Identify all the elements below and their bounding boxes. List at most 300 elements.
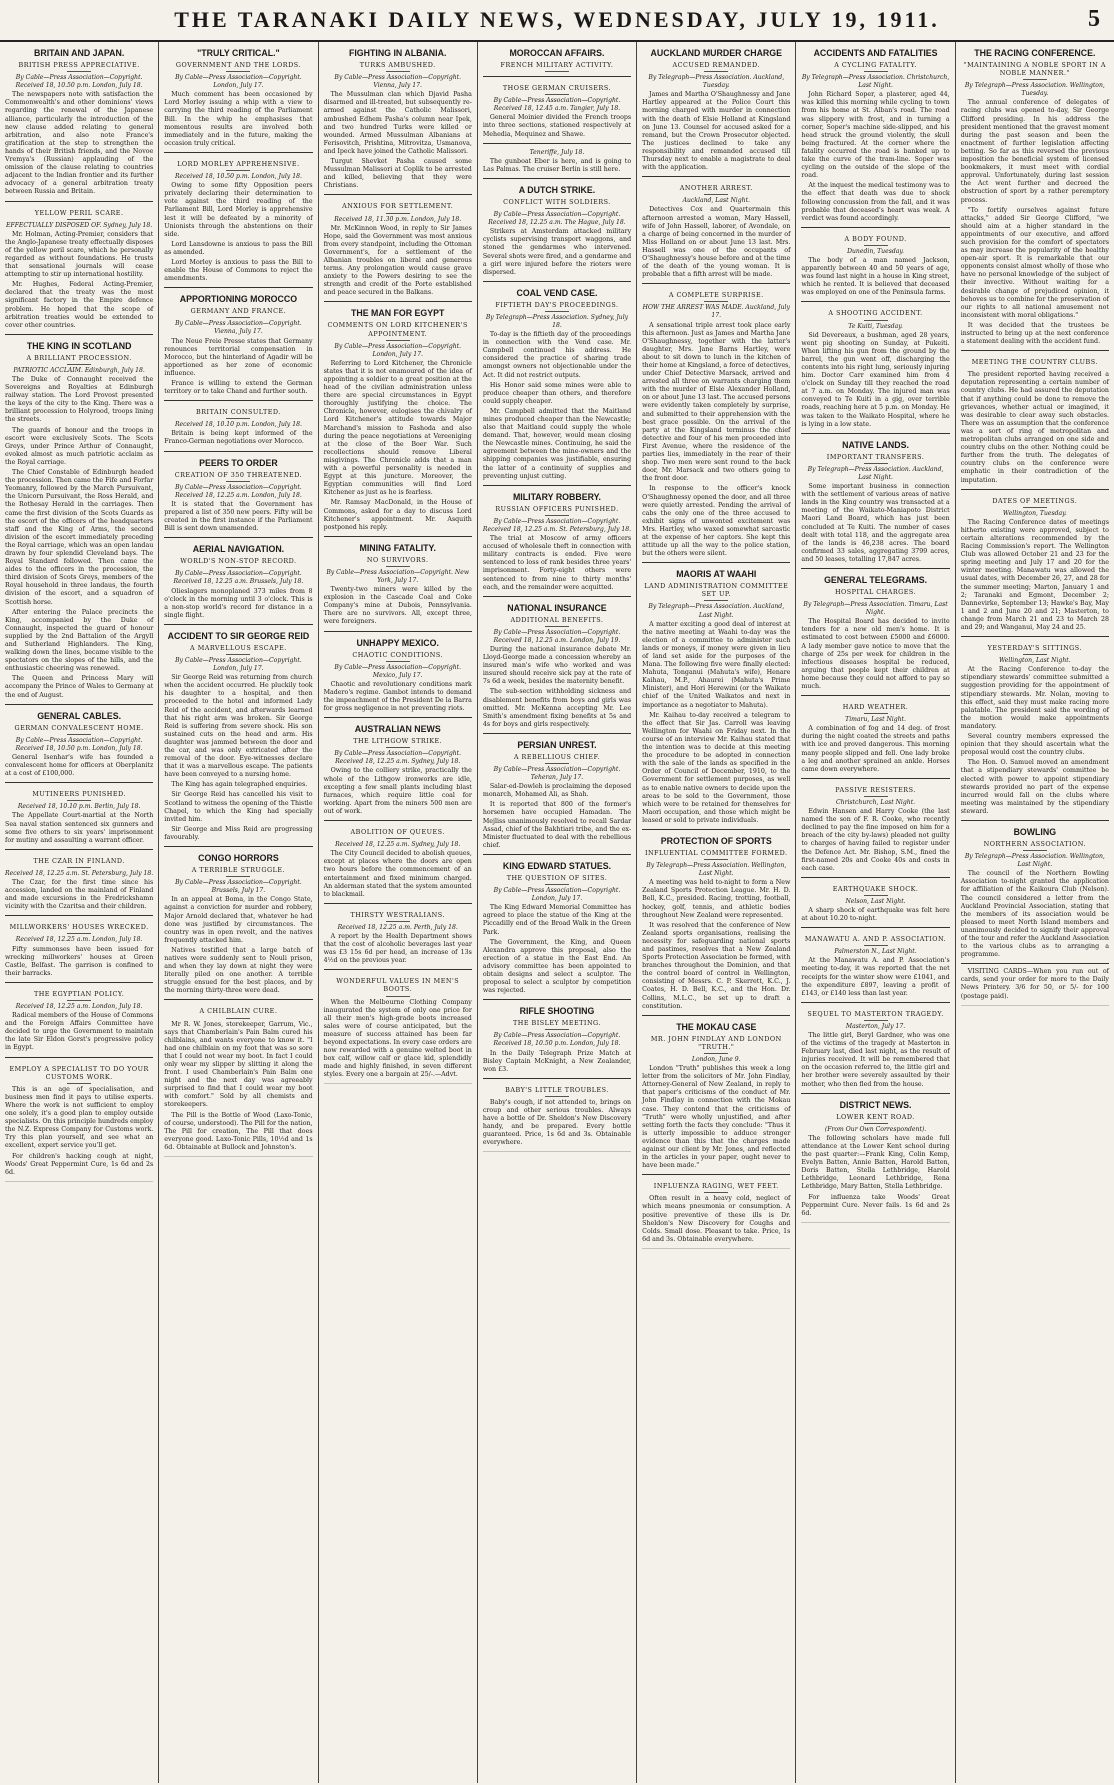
article-headline: AERIAL NAVIGATION. [192, 544, 285, 555]
article-dateline: By Telegraph—Press Association. Wellington, Tuesday. [964, 82, 1105, 98]
article-subheading: A COMPLETE SURPRISE. [642, 291, 790, 302]
article-subheading: FRENCH MILITARY ACTIVITY. [483, 61, 631, 72]
article-paragraph: The newspapers note with satisfaction the Commonwealth's and other dominions' views regarding the renewal of the Japanese alliance, particularly the introduction of the new clause added relating to general arbitration, and also note France's gratification at the step to strengthen the hands of their British friends, and the Novoe Vremya's (Russian) applauding of the omission of the clause relating to countries adjacent to the Indian frontier and its further advocacy of a general arbitration treaty between Russia and Britain. [5, 91, 154, 196]
article-paragraph: A report by the Health Department shows that the cost of alcoholic beverages last year was £3 15s 6d per head, an increase of 13s 4½d on the previous year. [323, 932, 472, 965]
article-paragraph: The annual conference of delegates of racing clubs was opened to-day, Sir George Clifford presiding. In his address the president mentioned that the gravest moment during the past season and been the enactment of further legislation affecting betting. So far as this reversed the previous imposition the beneficial system of licensed bookmakers, it must meet with cordial approval. Unfortunately, during last session the Act went further and decreed the obstruction of sport by a rather peremptory process. [960, 99, 1109, 204]
article-dateline: HOW THE ARREST WAS MADE. Auckland, July 17. [642, 304, 790, 320]
article [642, 829, 790, 1011]
article-subheading: ABOLITION OF QUEUES. [324, 828, 472, 839]
article-dateline: By Telegraph—Press Association. Wellington, Last Night. [646, 862, 787, 878]
article-subheading: SEQUEL TO MASTERTON TRAGEDY. [801, 1010, 949, 1021]
article [801, 48, 949, 223]
article [801, 1002, 949, 1089]
article-dateline: Palmerston N., Last Night. [834, 948, 917, 956]
article-paragraph: The Czar, for the first time since his accession, landed on the mainland of Finland and made excursions in the Fredrickshamn vicinity with the Czaritsa and their children. [5, 878, 154, 911]
article-subheading: WONDERFUL VALUES IN MEN'S BOOTS. [324, 977, 472, 996]
article [5, 982, 153, 1053]
article [801, 227, 949, 298]
article-paragraph: Mr. Campbell admitted that the Maitland mines produced cheaper than the Newcastle; also that Maitland could supply the whole demand. That, however, would mean closing the Newcastle mines. Continuing, he said the agreement between the mine-owners and the shipping companies was justifiable, ensuring the latter of a continuity of supplies and preventing unjust cutting. [482, 407, 632, 480]
article-paragraph: It was decided that the trustees be instructed to bring up at the next conference a statement dealing with the accident fund. [960, 321, 1109, 346]
article-subheading: HARD WEATHER. [801, 703, 949, 714]
article-paragraph: The Duke of Connaught received the Sovereigns and Royalties at Edinburgh railway station. The Lord Provost presented the keys of the city to the King. There was a brilliant procession to Holyrood, troops lining the streets. [5, 376, 154, 424]
article-paragraph: The Mussulman clan which Djavid Pasha disarmed and ill-treated, but subsequently re-armed against the Catholic Malissori, ambushed Edhem Pasha's column near Ipek, and two hundred Turks were killed or wounded. Armed Mussulman Albanians at Ferisovitch, Prishtina, Mitrovitza, Usmanova, and Ipeck have joined the Catholic Malissori. [323, 91, 472, 155]
article-subheading: A BODY FOUND. [801, 235, 949, 246]
article-dateline: Received 18, 12.25 a.m. London, July 18. [15, 1003, 143, 1010]
article-paragraph: During the national insurance debate Mr. Lloyd-George made a concession whereby an insured man's wife who worked and was insured should receive sick pay at the rate of 7s 6d a week, besides the maternity benefit. [482, 645, 632, 686]
article-paragraph: Often result in a heavy cold, neglect of which means pneumonia or consumption. A positive preventive of these ills is Dr. Sheldon's New Discovery for Coughs and Colds. Small dose. Pleasant to take. Price, 1s 6d and 3s. Obtainable everywhere. [642, 1195, 791, 1243]
article-headline: COAL VEND CASE. [516, 287, 598, 298]
article-paragraph: Some important business in connection with the settlement of various areas of native lands in the King country was transacted at a meeting of the Waikato-Maniapoto District Maori Land Board, which has just been concluded at Te Kuiti. The number of cases dealt with total 118, and the aggregate area of the lands is 46,238 acres. The board confirmed 33 sales, aggregating 3799 acres, and 50 leases, totalling 17,847 acres. [801, 483, 950, 563]
article-paragraph: The little girl, Beryl Gardner, who was one of the victims of the tragedy at Masterton in February last, died last night, as the result of injuries received. It will be remembered that on the occasion referred to, the little girl and her brother were severely assaulted by their mother, who then fled from the house. [801, 1032, 950, 1088]
article-subheading: CREATION OF 350 THREATENED. [164, 471, 312, 482]
article-paragraph: Lord Morley is anxious to pass the Bill to enable the House of Commons to reject the amendments. [164, 258, 313, 283]
article-paragraph: Sir George Reid has cancelled his visit to Scotland to witness the opening of the Thistle Chapel, to which the King had specially invited him. [164, 791, 313, 823]
article [164, 287, 312, 396]
article-dateline: Auckland, Last Night. [682, 197, 750, 205]
article [801, 877, 949, 923]
article-subheading: DATES OF MEETINGS. [961, 497, 1109, 508]
article-paragraph: The Hospital Board has decided to invite tenders for a new old men's home. It is estimated to cost between £5000 and £6000. A lady member gave notice to move that the charge of 25s per week for children in the infectious diseases hospital be reduced, arguing that people kept their children at home because they could not afford to pay so much. [801, 618, 950, 690]
columns-container [0, 42, 1114, 1783]
article-headline: THE MOKAU CASE [676, 1021, 757, 1032]
article [483, 178, 631, 277]
article [642, 48, 790, 172]
article [164, 999, 312, 1152]
article-headline: UNHAPPY MEXICO. [356, 637, 439, 648]
article-subheading: INFLUENZA RAGING, WET FEET. [642, 1182, 790, 1193]
article-subheading: LORD MORLEY APPREHENSIVE. [164, 160, 312, 171]
article [801, 433, 949, 564]
article-headline: GENERAL CABLES. [37, 710, 122, 721]
article-dateline: By Cable—Press Association—Copyright. London, July 17. [175, 656, 302, 673]
article-subheading: FIFTIETH DAY'S PROCEEDINGS. [483, 301, 631, 312]
article-dateline: By Telegraph—Press Association. Wellington, Last Night. [964, 853, 1105, 869]
article [324, 536, 472, 627]
article-dateline: By Cable—Press Association—Copyright. Received 18, 12.25 a.m. London, July 19. [493, 628, 621, 644]
article-paragraph: His Honor said some mines were able to produce cheaper than others, and therefore could supply cheaper. [482, 381, 632, 405]
article-paragraph: A matter exciting a good deal of interest at the native meeting at Waahi to-day was the election of a committee to administer such lands or moneys, if money were given in lieu of land set aside for the purposes of the Mana. The following five were finally elected: Mahuta, Tonganui (Mahuta's wife), Henare Kaihau, M.P., Ahaurei (Mahuta's Prime Minister), and Hori Herewini (or the Waikato chief of the United Waikatos and next in importance as a negotiator to Mahuta). [642, 620, 791, 709]
article-paragraph: Sir George Reid was returning from church when the accident occurred. He pluckily took his daughter to a hospital, and then proceeded to the hotel and informed Lady Reid of the accident, and afterwards learned that his right arm was broken. Sir George Reid is suffering from severe shock. His son sustained cuts on the head and arm. His daughter was jammed between the door and the car, and was only extricated after the removal of the door. Eye-witnesses declare that it was a marvellous escape. The patients have been conveyed to a nursing home. [164, 674, 313, 779]
article-dateline: Nelson, Last Night. [845, 897, 906, 905]
article-subheading: THIRSTY WESTRALIANS. [324, 911, 472, 922]
article-subheading: THE QUESTION OF SITES. [483, 874, 631, 885]
article-paragraph: Several country members expressed the opinion that they should ascertain what the proposal would cost the country clubs. [960, 733, 1109, 757]
article-headline: GENERAL TELEGRAMS. [824, 574, 928, 585]
article-subheading: GOVERNMENT AND THE LORDS. [164, 61, 312, 72]
article-paragraph: At the Manawatu A. and P. Association's meeting to-day, it was reported that the net receipts for the winter show were £1041, and the expenditure £897, leaving a profit of £143, or £140 less than last year. [801, 957, 950, 997]
article-paragraph: VISITING CARDS—When you run out of cards, send your order for more to the Daily News Printery. 3/6 for 50, or 5/- for 100 (postage paid). [960, 968, 1109, 1000]
article-headline: A DUTCH STRIKE. [518, 184, 596, 195]
article-subheading: INFLUENTIAL COMMITTEE FORMED. [642, 849, 790, 860]
article [5, 915, 153, 978]
article-subheading: A REBELLIOUS CHIEF. [483, 753, 631, 764]
article-headline: PERSIAN UNREST. [517, 739, 597, 750]
article-paragraph: This is an age of specialisation, and business men find it pays to utilise experts. Where the work is not sufficient to employ one solely, it's a good plan to employ outside specialists. On this principle hundreds employ the N.Z. Express Company for Customs work. Try this plan yourself, and see what an excellent, expert service you'll get. [5, 1085, 154, 1150]
article-dateline: Christchurch, Last Night. [835, 798, 916, 806]
article [324, 820, 472, 899]
article [5, 704, 153, 779]
article [5, 1057, 153, 1177]
article-dateline: By Cable—Press Association—Copyright. Teheran, July 17. [493, 766, 621, 782]
article-subheading: ACCUSED REMANDED. [642, 61, 790, 72]
article [961, 636, 1109, 816]
article-dateline: By Telegraph—Press Association. Christchurch, Last Night. [801, 74, 950, 90]
article-dateline: By Cable—Press Association—Copyright. Received 18, 10.50 p.m. London, July 18. [493, 1032, 621, 1048]
column-text-continuation [801, 1222, 949, 1228]
column-4 [478, 42, 637, 1783]
article-paragraph: The trial at Moscow of army officers accused of wholesale theft in connection with military contracts is ended. Five were sentenced to loss of rank besides three years' imprisonment. Forty-eight others were sentenced to from nine to thirty months' each, and the remainder were acquitted. [482, 535, 632, 591]
article-paragraph: For influenza take Woods' Great Peppermint Cure. Never fails. 1s 6d and 2s 6d. [801, 1193, 950, 1217]
article-paragraph: John Richard Soper, a plasterer, aged 44, was killed this morning while cycling to town from his home at St. Alban's road. The road was slippery with frost, and in turning a corner, Soper's machine side-slipped, and his head struck the ground violently, the skull being fractured. At the corner where the fatality occurred the road is banked up to take the curve of the tram-line. Soper was cycling on the outside of the slope of the road. [801, 91, 950, 180]
article [801, 1093, 949, 1218]
article-subheading: ADDITIONAL BENEFITS. [483, 616, 631, 627]
column-text-continuation [324, 1083, 472, 1089]
article-dateline: By Telegraph—Press Association. Sydney, July 18. [485, 313, 629, 329]
masthead [0, 0, 1114, 42]
article [5, 48, 153, 197]
article-paragraph: Mr. McKinnon Wood, in reply to Sir James Hope, said the Government was most anxious from every standpoint, including the Ottoman Government's, for a settlement of the Albanian troubles on liberal and generous terms. Any prolongation would cause grave anxiety to the Powers desiring to see the strength and credit of the Porte established and peace secured in the Balkans. [323, 224, 472, 297]
article-subheading: GERMAN CONVALESCENT HOME. [5, 724, 153, 735]
article-subheading: COMMENTS ON LORD KITCHENER'S APPOINTMENT. [324, 321, 472, 340]
article-paragraph: Much comment has been occasioned by Lord Morley issuing a whip with a view to carrying the third reading of the Parliament Bill. In the whip he emphasises that momentous results are involved both immediately and in the future, making the occasion truly critical. [164, 91, 313, 147]
article-paragraph: The Racing Conference dates of meetings hitherto existing were approved, subject to certain alterations recommended by the Racing Commission's report. The Wellington Club was allowed October 21 and 23 for the spring meeting and July 17 and 20 for the winter meeting. Manawatu was allowed the usual dates, with December 26, 27, and 28 for the summer meeting; Marton, January 1 and 2; Taranaki and Egmont, December 2; Dannevirke, September 13; Hawke's Bay, May 1 and 2 and June 20 and 21; Masterton, to change from March 21 and 23 to March 28 and 29; and Wanganui, May 24 and 25. [960, 518, 1109, 631]
article-paragraph: Salar-ed-Dowleh is proclaiming the deposed monarch, Mohamed Ali, as Shah. [482, 783, 632, 799]
article-paragraph: When the Melbourne Clothing Company inaugurated the system of only one price for all their men's high-grade boots increased sales were of course anticipated, but the measure of success attained has been far beyond expectations. In every case orders are now rewarded with a genuine welted boot in box calf, willow calf or glace kid, splendidly made and highly finished, in seven different styles. Every one a bargain at 25/-.—Advt. [323, 998, 472, 1079]
article [164, 152, 312, 283]
article-subheading: MILLWORKERS' HOUSES WRECKED. [5, 923, 153, 934]
article [483, 485, 631, 592]
article [5, 334, 153, 700]
article-subheading: BABY'S LITTLE TROUBLES. [483, 1086, 631, 1097]
article-paragraph: General Isenhar's wife has founded a convalescent home for officers at Oberplanitz at a cost of £100,000. [5, 753, 154, 778]
article-paragraph: For children's hacking cough at night, Woods' Great Peppermint Cure, 1s 6d and 2s 6d. [5, 1152, 154, 1176]
article-subheading: EMPLOY A SPECIALIST TO DO YOUR CUSTOMS WORK. [5, 1065, 153, 1084]
article-subheading: CONFLICT WITH SOLDIERS. [483, 198, 631, 209]
article [801, 568, 949, 691]
article-paragraph: Edwin Hansen and Harry Cooke (the last named the son of F. R. Cooke, who recently declined to pay the fine imposed on him for a breach of the city by-laws) pleaded not guilty to charges of having failed to register under the Defence Act. Mr. Bishop, S.M., fined the first-named 20s and Cooke 40s and costs in each case. [801, 808, 950, 872]
article-paragraph: The Hon. O. Samuel moved an amendment that a stipendiary stewards' committee be elected with power to appoint stipendiary stewards provided no part of the expense incurred would fall on the clubs where meeting was maintained by the stipendiary steward. [960, 759, 1109, 815]
article-paragraph: Baby's cough, if not attended to, brings on croup and other serious troubles. Always have a bottle of Dr. Sheldon's New Discovery handy, and be prepared. Every bottle guaranteed. Price, 1s 6d and 3s. Obtainable everywhere. [482, 1098, 632, 1147]
article-dateline: Received 18, 12.25 a.m. London, July 18. [15, 936, 143, 944]
article-paragraph: "To fortify ourselves against future attacks," added Sir George Clifford, "we should aim at a higher standard in the appointments of our executive, and afford such provision for the comfort of spectators as may increase the popularity of the healthy open-air sport. It is remarkable that our opponents consist almost wholly of those who have no personal knowledge of the subject of their invective. Without waiting for a desirable change of prejudiced opinion, it behoves us to combine for the preservation of our rights to all national amusement not inconsistent with moral obligations." [960, 206, 1109, 319]
article [164, 451, 312, 534]
article-paragraph: James and Martha O'Shaughnessy and Jane Hartley appeared at the Police Court this morning charged with murder in connection with the death of Elsie Holland at Kingsland on June 13. Counsel for accused asked for a remand, but the Crown Prosecutor objected. The justices declined to take any responsibility and remanded accused till Thursday next to enable a magistrate to deal with the application. [642, 91, 791, 172]
article-paragraph: Mr. Kaihau to-day received a telegram to the effect that Sir Jas. Carroll was leaving Wellington for Waahi on Friday next. In the course of an interview Mr. Kaihau stated that the intention was to decide at this meeting the procedure to be adopted in connection with the sale of the lands as specified in the Order of Council of December, 1910, to the Government for settlement purposes, as well as to enable native owners to decide upon the areas to be sold to the Government, those which were to be retained for themselves for Maori occupation, and those which might be leased or sold to private individuals. [642, 711, 791, 824]
article-paragraph: After entering the Palace precincts the King, accompanied by the Duke of Connaught, inspected the guard of honour supplied by the 2nd Battalion of the Argyll and Sutherland Highlanders. The King, walking down the lines, became visible to the spectators on the slopes of the hills, and the enthusiastic cheering was renewed. [5, 608, 154, 673]
article-dateline: By Cable—Press Association—Copyright. London, July 17. [175, 74, 302, 90]
article [801, 301, 949, 428]
article-dateline: By Telegraph—Press Association. Auckland, Last Night. [648, 603, 785, 619]
article-headline: THE MAN FOR EGYPT [351, 308, 445, 319]
article-paragraph: The council of the Northern Bowling Association to-night granted the application for affiliation of the Kaikoura Club (Nelson). The council considered a letter from the Auckland Provincial Association, stating that the members of its association would be pleased to meet North Island members and unanimously decided to signify their approval of the tour and refer the Auckland Association to the various clubs as to arranging a programme. [960, 870, 1109, 959]
article [801, 695, 949, 774]
article-subheading: A MARVELLOUS ESCAPE. [164, 644, 312, 655]
article-paragraph: The City Council decided to abolish queues, except at places where the doors are open two hours before the commencement of an entertainment and fixed minimum charged. An alderman stated that the system amounted to blackmail. [323, 850, 472, 898]
article [324, 194, 472, 297]
article-paragraph: The Government, the King, and Queen Alexandra approve this proposal, also the erection of a statue in the East End. An advisory committee has been appointed to obtain designs and select a sculptor. The proposal to select a sculptor by competition was rejected. [482, 938, 632, 995]
article-headline: AUSTRALIAN NEWS [354, 724, 441, 735]
column-7 [956, 42, 1114, 1783]
article-dateline: By Cable—Press Association—Copyright. Mexico, July 17. [334, 663, 462, 679]
page-number: 5 [1088, 6, 1100, 32]
article-dateline: By Cable—Press Association—Copyright. Received 18, 12.25 a.m. The Hague, July 18. [488, 211, 626, 227]
column-text-continuation [642, 1248, 790, 1254]
article-subheading: EARTHQUAKE SHOCK. [801, 885, 949, 896]
article-dateline: By Cable—Press Association—Copyright. Received 18, 10.50 p.m. London, July 18. [15, 74, 143, 90]
article-subheading: YESTERDAY'S SITTINGS. [961, 644, 1109, 655]
article [324, 48, 472, 190]
article-paragraph: The body of a man named Jackson, apparently between 40 and 50 years of age, was found last night in a house in King street, which he rented. It is believed that deceased was employed on one of the Peninsula farms. [801, 256, 950, 297]
article-paragraph: Detectives Cox and Quartermain this afternoon arrested a woman, Mary Hassell, wife of John Hassell, laborer, of Avondale, on a charge of being concerned in the murder of Miss Holland on or about June 13 last. Mrs. Hassell was one of the occupants of O'Shaughnessy's house before and at the time of the death of the young woman. It is probable that a fifth arrest will be made. [642, 206, 791, 279]
article [642, 283, 790, 558]
article-paragraph: In an appeal at Boma, in the Congo State, against a conviction for murder and robbery, Major Arnold declared that, whatever he had done was justified by circumstances. The country was in open revolt, and the natives frequently attacked him. [164, 896, 313, 944]
article-paragraph: The following scholars have made full attendance at the Lower Kent school during the past quarter:—Frank King, Colin Kemp, Evelyn Batten, Annie Batten, Harold Batten, Doris Batten, Stella Lethbridge, Harold Lethbridge, Leonard Lethbridge, Rena Lethbridge, Mary Batten, Stella Lethbridge. [801, 1134, 950, 1191]
article [5, 849, 153, 912]
article [642, 1015, 790, 1171]
article-paragraph: It is reported that 800 of the former's horsemen have occupied Hamadan. The Mejliss unanimously resolved to recall Sardar Assad, chief of the Bakhtiari tribe, and the ex-Minister fluctuated to deal with the rebellious chief. [482, 801, 632, 849]
article-dateline: By Cable—Press Association—Copyright. Received 18, 10.50 p.m. London, July 18. [15, 736, 143, 752]
article [483, 48, 631, 72]
article-dateline: By Telegraph—Press Association. Auckland, Tuesday. [648, 74, 785, 90]
article [483, 1078, 631, 1148]
article-paragraph: It is stated that the Government has prepared a list of 350 new peers. Fifty will be created in the first instance if the Parliament Bill is sent down unamended. [164, 500, 313, 533]
article-paragraph: Natives testified that a large batch of natives were suddenly sent to Nouli prison, and when they lay down at night they were literally piled on one another. A terrible struggle ensued for the best places, and by the morning thirty-three were dead. [164, 946, 313, 995]
article-paragraph: The gunboat Eber is here, and is going to Las Palmas. The cruiser Berlin is still here. [482, 157, 632, 173]
article [961, 963, 1109, 1000]
article [324, 969, 472, 1079]
article-paragraph: The Pill is the Bottle of Wood (Laxo-Tonic, of course, understood). The Pill for the nation, The Pill for creation, The Pill that does everyone good. Laxo-Tonic Pills, 10½d and 1s 6d. Obtainable at Bullock and Johnston's. [164, 1111, 313, 1151]
article-paragraph: A combination of fog and 14 deg. of frost during the night coated the streets and paths with ice and proved dangerous. This morning many people slipped and fell. One lady broke a leg and another sprained an ankle. Horses came down everywhere. [801, 725, 950, 773]
article-paragraph: Chaotic and revolutionary conditions mark Madero's regime. Gambot intends to demand the impeachment of the President De la Barra for gross negligence in not preventing riots. [323, 680, 472, 713]
article-paragraph: Owing to the colliery strike, practically the whole of the Lithgow ironworks are idle, excepting a few small plants including blast furnaces, which require little coal for working. Apart from the miners 500 men are out of work. [323, 767, 472, 815]
article-headline: AUCKLAND MURDER CHARGE [650, 48, 782, 58]
article [164, 48, 312, 148]
article-dateline: EFFECTUALLY DISPOSED OF. Sydney, July 18. [6, 221, 153, 229]
article-subheading: A BRILLIANT PROCESSION. [5, 354, 153, 365]
article [483, 143, 631, 174]
article-dateline: By Cable—Press Association—Copyright. Vienna, July 17. [334, 74, 462, 90]
article-subheading: "MAINTAINING A NOBLE SPORT IN A NOBLE MANNER." [961, 61, 1109, 80]
article-dateline: Received 18, 10.10 p.m. London, July 18. [174, 421, 302, 429]
article-paragraph: The King Edward Memorial Committee has agreed to place the statue of the King at the Piccadilly end of the Broad Walk in the Green Park. [482, 904, 632, 936]
article-subheading: CHAOTIC CONDITIONS. [324, 651, 472, 662]
article [164, 624, 312, 842]
article-headline: PROTECTION OF SPORTS [660, 835, 772, 846]
article-dateline: Timaru, Last Night. [845, 716, 906, 724]
article [961, 48, 1109, 346]
article [483, 733, 631, 850]
article-subheading: A TERRIBLE STRUGGLE. [164, 866, 312, 877]
article-subheading: GERMANY AND FRANCE. [164, 307, 312, 318]
article [164, 846, 312, 995]
article-paragraph: Sir George and Miss Reid are progressing favourably. [164, 825, 313, 841]
article-headline: MILITARY ROBBERY. [512, 491, 601, 502]
newspaper-title: THE TARANAKI DAILY NEWS, WEDNESDAY, JULY 19, 1911. [174, 7, 940, 32]
article [642, 176, 790, 279]
article-dateline: Received 18, 12.25 a.m. St. Petersburg, July 18. [5, 869, 154, 877]
article-dateline: Teneriffe, July 18. [529, 148, 585, 156]
article [961, 820, 1109, 959]
article-subheading: NO SURVIVORS. [324, 556, 472, 567]
article-headline: NATIONAL INSURANCE [507, 602, 607, 613]
article-subheading: HOSPITAL CHARGES. [801, 588, 949, 599]
article-subheading: IMPORTANT TRANSFERS. [801, 453, 949, 464]
article-paragraph: At the Racing Conference to-day the stipendiary stewards' committee submitted a suggestion providing for the appointment of stipendiary stewards. Mr. Nolan, moving to this effect, said they must make racing more palatable. The president said the wording of the motion would make appointments mandatory. [960, 666, 1109, 730]
article-subheading: THOSE GERMAN CRUISERS. [483, 84, 631, 95]
article-subheading: YELLOW PERIL SCARE. [5, 209, 153, 220]
article-paragraph: The Queen and Princess Mary will accompany the Prince of Wales to Germany at the end of August. [5, 675, 154, 699]
article [801, 778, 949, 873]
column-6 [796, 42, 955, 1783]
article-dateline: PATRIOTIC ACCLAIM. Edinburgh, July 18. [13, 366, 145, 374]
article-subheading: LOWER KENT ROAD. [801, 1113, 949, 1124]
article-subheading: THE LITHGOW STRIKE. [324, 737, 472, 748]
article-dateline: By Cable—Press Association—Copyright. Received 18, 12.25 a.m. Brussels, July 18. [173, 570, 304, 586]
article-dateline: Received 18, 10.50 p.m. London, July 18. [174, 173, 302, 181]
article-dateline: Received 18, 12.25 a.m. Perth, July 18. [337, 923, 458, 931]
article-subheading: BRITAIN CONSULTED. [164, 408, 312, 419]
article-paragraph: Radical members of the House of Commons and the Foreign Affairs Committee have decided to urge the Government to maintain the late Sir Eldon Gorst's progressive policy in Egypt. [5, 1012, 154, 1052]
article-paragraph: The Chief Constable of Edinburgh headed the procession. Then came the Fife and Forfar Yeomanry, followed by the March Pursuivant, the Unicorn Pursuivant, the Ross Herald, and the Rothesay Herald in the carriages. Then came the first division of the Scots Guards as the escort of the officers of the headquarters staff and the King of Arms, the second division of the escort immediately preceding the Royal carriage, which was an open landau drawn by four splendid Cleveland bays. The Royal Standard followed. Then came the aides to the officers in the procession, the third division of Scots Greys, members of the Royal household in three landaus, the fourth division of the escort, and a squadron of Scottish horse. [5, 469, 154, 606]
article-paragraph: Mr. Holman, Acting-Premier, considers that the Anglo-Japanese treaty effectually disposes of the yellow peril scare, which he personally regarded as without foundations. He trusts that sensational journals will cease attempting to stir up international hostility. [5, 230, 154, 279]
article-headline: DISTRICT NEWS. [839, 1099, 912, 1110]
article-paragraph: The Neue Freie Presse states that Germany renounces territorial compensation in Morocco, but the hinterland of Agadir will be apportioned as her zone of economic influence. [164, 337, 313, 377]
article-paragraph: Mr. Ramsay MacDonald, in the House of Commons, asked for a day to discuss Lord Kitchener's appointment. Mr. Asquith postponed his reply. [323, 499, 472, 531]
article [5, 201, 153, 330]
article-subheading: NORTHERN ASSOCIATION. [961, 840, 1109, 851]
article-paragraph: Olieslagers monoplaned 373 miles from 8 o'clock in the morning until 3 o'clock. This is a non-stop world's record for distance in a single flight. [164, 587, 313, 619]
article-headline: ACCIDENTS AND FATALITIES [813, 48, 938, 58]
article-subheading: RUSSIAN OFFICERS PUNISHED. [483, 505, 631, 516]
article-subheading: MEETING THE COUNTRY CLUBS. [961, 358, 1109, 369]
article-subheading: THE BISLEY MEETING. [483, 1019, 631, 1030]
article-dateline: Received 18, 10.10 p.m. Berlin, July 18. [17, 803, 141, 811]
article-dateline: By Telegraph—Press Association. Timaru, Last Night. [803, 601, 948, 617]
article-dateline: Received 18, 12.25 a.m. Sydney, July 18. [335, 841, 461, 849]
article [483, 76, 631, 139]
article-subheading: MUTINEERS PUNISHED. [5, 790, 153, 801]
column-text-continuation [5, 1181, 153, 1187]
article [642, 1174, 790, 1244]
article-subheading: ANOTHER ARREST. [642, 184, 790, 195]
article-paragraph: In the Daily Telegraph Prize Match at Bisley Captain McKnight, a New Zealander, won £3. [482, 1049, 632, 1073]
article-dateline: Wellington, Tuesday. [1002, 509, 1067, 517]
article-paragraph: To-day is the fiftieth day of the proceedings in connection with the Vend case. Mr. Campbell continued his address. He considered the practice of sharing trade amongst owners not objectionable under the Act. It did not restrict outputs. [482, 331, 632, 379]
article-headline: APPORTIONING MOROCCO [179, 294, 298, 305]
article-dateline: Wellington, Last Night. [999, 657, 1071, 665]
article-paragraph: Strikers at Amsterdam attacked military cyclists supervising transport waggons, and stoned the gendarmes who intervened. Several shots were fired, and a gendarme and a girl were injured before the rioters were dispersed. [482, 228, 632, 276]
article-paragraph: Sid Devereaux, a bushman, aged 28 years, went pig shooting on Sunday, at Pukeiti. When lifting his gun from the ground by the barrel, the gun went off, discharging the contents into his right lung, seriously injuring him. Doctor Carr examined him from 4 o'clock on Sunday till they reached the road at 7 a.m. on Monday. The injured man was conveyed to Te Kuiti in a gig, over terrible roads, reaching here at 5 p.m. on Monday. He was taken to the Waikato Hospital, where he is lying in a low state. [801, 331, 950, 428]
article-dateline: By Cable—Press Association—Copyright. Vienna, July 17. [175, 320, 302, 336]
article-headline: THE RACING CONFERENCE. [974, 48, 1096, 58]
article-paragraph: Lord Lansdowne is anxious to pass the Bill as amended. [164, 240, 313, 256]
article-subheading: A CYCLING FATALITY. [801, 61, 949, 72]
article-dateline: Masterton, July 17. [845, 1022, 906, 1030]
article [164, 400, 312, 446]
column-text-continuation [483, 1151, 631, 1157]
article [324, 717, 472, 816]
article-headline: MOROCCAN AFFAIRS. [509, 48, 605, 58]
article-headline: BRITAIN AND JAPAN. [34, 48, 125, 58]
article-paragraph: London "Truth" publishes this week a long letter from the solicitors of Mr. John Findlay, Attorney-General of New Zealand, in reply to that paper's criticisms of the conduct of Mr. John Findlay in connection with the Mokau case. They contend that the criticisms of "Truth" were wholly unjustified, and after setting forth the facts they conclude: "Thus it is utterly impossible to adduce stronger evidence than this that the charges made against our client by Mr. Jones, and reflected in the articles in your paper, ought never to have been made." [642, 1065, 791, 1170]
column-5 [637, 42, 796, 1783]
article-dateline: Te Kuiti, Tuesday. [848, 322, 903, 330]
article-subheading: BRITISH PRESS APPRECIATIVE. [5, 61, 153, 72]
column-1 [0, 42, 159, 1783]
article-paragraph: Referring to Lord Kitchener, the Chronicle states that it is not enamoured of the idea of appointing a soldier to a great position at the head of the civilian administration unless there are special circumstances in Egypt thoroughly justifying the choice. The Chronicle, however, eulogises the chivalry of Lord Kitchener's attitude towards Major Marchand's mission to Fashoda and also during the peace negotiations at Vereeniging at the close of the Boer War. Such recollections should remove Liberal misgivings. The Chronicle adds that a man with a powerful personality is needed in Egypt at this juncture. Moreover, the Egyptian communities will find Lord Kitchener as just as he is fearless. [323, 359, 472, 497]
article-dateline: By Cable—Press Association—Copyright. Received 18, 12.25 a.m. London, July 18. [175, 483, 302, 499]
article-dateline: London, June 9. [691, 1055, 741, 1063]
article-dateline: By Cable—Press Association—Copyright. London, July 17. [493, 887, 621, 903]
article-headline: NATIVE LANDS. [842, 439, 909, 450]
article [483, 596, 631, 729]
article-headline: KING EDWARD STATUES. [502, 860, 612, 871]
article-headline: FIGHTING IN ALBANIA. [348, 48, 447, 58]
article-headline: MINING FATALITY. [359, 542, 436, 553]
article-subheading: TURKS AMBUSHED. [324, 61, 472, 72]
article [483, 999, 631, 1074]
article-subheading: A SHOOTING ACCIDENT. [801, 309, 949, 320]
article-paragraph: A sharp shock of earthquake was felt here at about 10.20 to-night. [801, 906, 950, 923]
article-headline: ACCIDENT TO SIR GEORGE REID [167, 630, 310, 641]
article-headline: BOWLING [1013, 826, 1057, 837]
column-text-continuation [961, 1005, 1109, 1011]
article-headline: THE KING IN SCOTLAND [26, 340, 132, 351]
article [324, 903, 472, 966]
article-headline: "TRULY CRITICAL." [197, 48, 280, 58]
article-dateline: Dunedin, Tuesday. [847, 247, 904, 255]
article-paragraph: At the inquest the medical testimony was to the effect that death was due to shock following concussion from the fall, and it was probable that deceased's heart was weak. A verdict was found accordingly. [801, 182, 950, 222]
article-paragraph: The sub-section withholding sickness and disablement benefits from boys and girls was omitted. Mr. McKenna accepting Mr. Lee Smith's amendment fixing benefits at 5s and 4s for boys and girls respectively. [482, 688, 632, 728]
article-subheading: WORLD'S NON-STOP RECORD. [164, 557, 312, 568]
article-subheading: PASSIVE RESISTERS. [801, 786, 949, 797]
article-subheading: MANAWATU A. AND P. ASSOCIATION. [801, 935, 949, 946]
article [324, 301, 472, 531]
article [164, 537, 312, 620]
article-paragraph: In response to the officer's knock O'Shaughnessy opened the door, and all three were quietly arrested. Pending the arrival of cabs the only one of the three accused to exhibit signs of unwonted excitement was Mrs. Hartley, who waxed somewhat sarcastic at the expense of her captors. She kept this attitude up all the way to the police station, but the others were silent. [642, 485, 791, 558]
article-paragraph: A meeting was held to-night to form a New Zealand Sports Protection League. Mr. H. D. Bell, K.C., presided. Racing, trotting, football, hockey, golf, tennis, and athletic bodies throughout New Zealand were represented. [642, 879, 791, 919]
article [642, 562, 790, 825]
article-paragraph: The Appellate Court-martial at the North Sea naval station sentenced six gunners and some five others to six years' imprisonment for mutiny and assaulting a warrant officer. [5, 812, 154, 844]
article [961, 489, 1109, 633]
article-paragraph: Mr. Hughes, Federal Acting-Premier, declared that the treaty was the most significant factory in the Empire defence problem. He hoped that the scope of arbitration treaties would be extended to cover other countries. [5, 281, 154, 329]
article-dateline: By Cable—Press Association—Copyright. London, July 17. [334, 342, 462, 358]
article-paragraph: The president reported having received a deputation representing a certain number of country clubs. He had assured the deputation that if anything could be done to remove the grievances, whether actual or imagined, it was desirable to clear away such obstacles. There was an assumption that the conference was a sort of ring of metropolitan and metropolitan clubs arranged on one side and country clubs on the other. Nothing could be further from the truth. The delegates of country clubs on the conference were emphatic in their contradiction of the imputation. [960, 371, 1109, 484]
article-paragraph: Britain is being kept informed of the Franco-German negotiations over Morocco. [164, 430, 313, 446]
column-text-continuation [164, 1156, 312, 1162]
article-dateline: By Cable—Press Association—Copyright. Brussels, July 17. [175, 879, 302, 895]
article [324, 631, 472, 714]
article-paragraph: The King has again telegraphed enquiries. [171, 781, 308, 789]
article-paragraph: General Moinier divided the French troops into three sections, stationed respectively at Mehedia, Mequinez and Shawe. [482, 114, 632, 138]
article-paragraph: France is willing to extend the German territory or to take Chand and further south. [164, 380, 313, 396]
article [961, 350, 1109, 484]
article-headline: PEERS TO ORDER [199, 457, 278, 468]
article-dateline: By Telegraph—Press Association. Auckland, Last Night. [807, 465, 944, 481]
article-paragraph: Owing to some fifty Opposition peers privately declaring their determination to vote against the third reading of the Parliament Bill, Lord Morley is apprehensive lest it will be defeated by a minority of Unionists through the abstentions on their side. [164, 182, 313, 238]
article-paragraph: Turgut Shevket Pasha caused some Mussulman Malissori at Coplik to be arrested and killed, believing that they were Christians. [323, 158, 472, 190]
article [5, 782, 153, 845]
article-subheading: ANXIOUS FOR SETTLEMENT. [324, 202, 472, 213]
article-paragraph: Twenty-two miners were killed by the explosion in the Cascade Coal and Coke Company's mine at Dubois, Pennsylvania. There are no survivors. All, except three, were foreigners. [323, 586, 472, 626]
article-paragraph: It was resolved that the conference of New Zealand sports organisations, realising the necessity for safeguarding national sports and pastimes, resolves that a New Zealand Sports Protection Association be formed, with branches throughout the Dominion, and that the control board of control in Wellington, consisting of Messrs. C. P. Skerrett, K.C., J. Coates, H. D. Bell, K.C., and the Hon. Dr. Collins, M.L.C., be set up to draft a constitution. [642, 921, 791, 1010]
article-dateline: (From Our Own Correspondent). [824, 1125, 927, 1133]
article-dateline: By Cable—Press Association—Copyright. Received 18, 12.25 a.m. Sydney, July 18. [334, 750, 462, 766]
article [483, 854, 631, 995]
article-dateline: Received 18, 11.30 p.m. London, July 18. [334, 215, 462, 223]
article-paragraph: Fifty summonses have been issued for wrecking millworkers' houses at Green Castle, Belfast. The garrison is confined to their barracks. [5, 945, 154, 977]
article-paragraph: A sensational triple arrest took place early this afternoon. Just as James and Martha Jane O'Shaughnessy, together with the latter's daughter, Mrs. Jane Barns Hartley, were about to sit down to lunch in the kitchen of their home at Kingsland, a force of detectives, under Chief Detective Marsack, arrived and arrested all three on warrants charging them with the murder of Elsie Alexander Holland, on or about June 13 last. The accused persons were evidently taken completely by surprise, and submitted to their apprehension with the best grace possible. On the arrival of the party at the Kingsland terminus the chief detective and four of his men proceeded into First Avenue, where the residence of the parties lies, immediately in the rear of their shop. Two men were sent round to the back door, Mr. Marsack and two others going to the front door. [642, 321, 791, 483]
